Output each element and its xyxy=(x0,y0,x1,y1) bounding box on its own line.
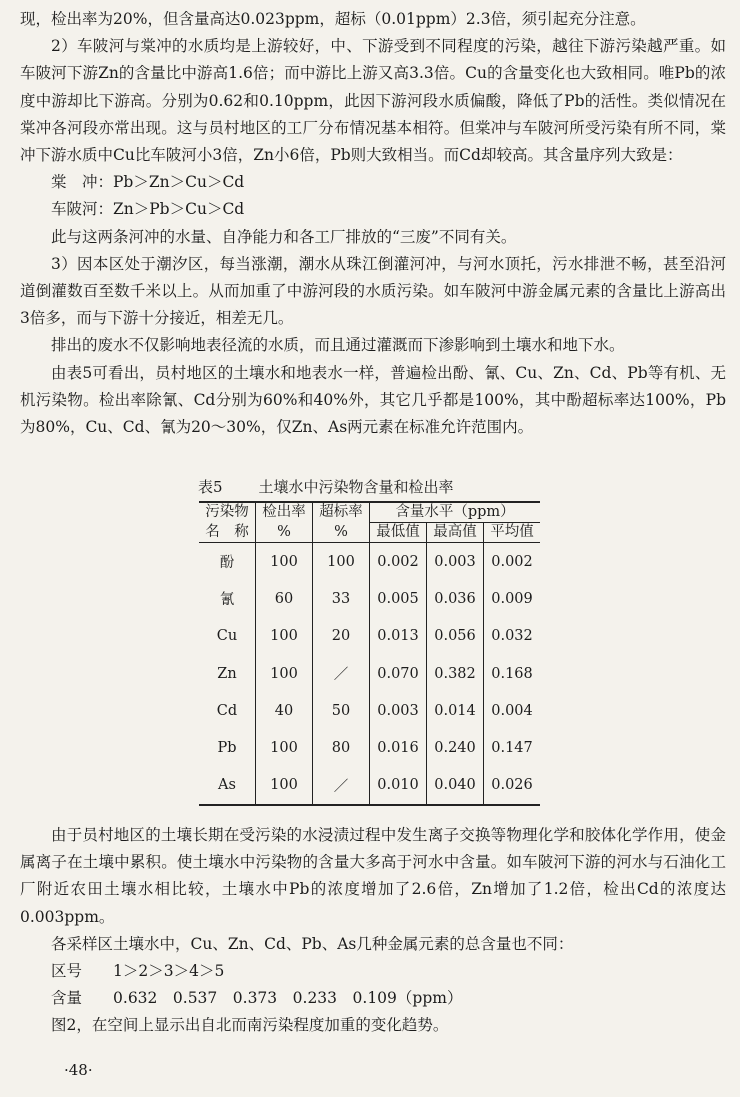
header-min: 最低值 xyxy=(370,523,427,543)
cell-max: 0.040 xyxy=(427,767,484,805)
header-detect-2: % xyxy=(256,523,313,543)
cell-avg: 0.009 xyxy=(484,580,541,617)
table-row xyxy=(199,655,540,692)
cell-exceed: 50 xyxy=(313,692,370,729)
cell-detect: 60 xyxy=(256,580,313,617)
cell-exceed: ／ xyxy=(313,767,370,805)
cell-min: 0.016 xyxy=(370,729,427,766)
paragraph-wastewater: 排出的废水不仅影响地表径流的水质，而且通过灌溉而下渗影响到土壤水和地下水。 xyxy=(51,336,625,355)
cell-max: 0.382 xyxy=(427,655,484,692)
header-max: 最高值 xyxy=(427,523,484,543)
cell-min: 0.005 xyxy=(370,580,427,617)
header-name-1: 污染物 xyxy=(199,502,256,523)
paragraph-table-intro: 由表5可看出，员村地区的土壤水和地表水一样，普遍检出酚、氰、Cu、Zn、Cd、Pb等有机、无机污染物。检出率除氰、Cd分别为60%和40%外，其它几乎都是100%，其中酚超标率达100%，Pb为80%，Cu、Cd、氰为20～30%，仅Zn、As两元素在标准允许范围内。 xyxy=(20,363,726,437)
cell-min: 0.010 xyxy=(370,767,427,805)
cell-min: 0.002 xyxy=(370,543,427,581)
paragraph-figure-2: 图2，在空间上显示出自北而南污染程度加重的变化趋势。 xyxy=(51,1016,449,1035)
cell-detect: 100 xyxy=(256,618,313,655)
cell-max: 0.036 xyxy=(427,580,484,617)
cell-exceed: ／ xyxy=(313,655,370,692)
paragraph-continuation: 现，检出率为20%，但含量高达0.023ppm，超标（0.01ppm）2.3倍，须引起充分注意。 xyxy=(20,10,646,28)
cell-avg: 0.147 xyxy=(484,729,541,766)
cell-avg: 0.002 xyxy=(484,543,541,581)
document-page xyxy=(20,6,726,441)
table-row xyxy=(199,767,540,805)
table-number: 表5 xyxy=(198,478,223,496)
header-avg: 平均值 xyxy=(484,523,541,543)
ranking-area-row xyxy=(20,958,726,985)
table-caption xyxy=(198,476,454,497)
table-row xyxy=(199,618,540,655)
page-number: ·48· xyxy=(64,1061,93,1079)
cell-max: 0.003 xyxy=(427,543,484,581)
paragraph-ion-exchange: 由于员村地区的土壤长期在受污染的水浸渍过程中发生离子交换等物理化学和胶体化学作用，使金属离子在土壤中累积。使土壤水中污染物的含量大多高于河水中含量。如车陂河下游的河水与石油化工厂附近农田土壤水相比较，土壤水中Pb的浓度增加了2.6倍，Zn增加了1.2倍，检出Cd的浓度达0.003ppm。 xyxy=(20,826,726,926)
table-row xyxy=(199,580,540,617)
cell-detect: 100 xyxy=(256,767,313,805)
cell-exceed: 33 xyxy=(313,580,370,617)
sequence-tangchong: 棠 冲：Pb＞Zn＞Cu＞Cd xyxy=(51,173,245,192)
cell-exceed: 80 xyxy=(313,729,370,766)
table-row xyxy=(199,729,540,766)
header-detect-1: 检出率 xyxy=(256,502,313,523)
header-exceed-2: % xyxy=(313,523,370,543)
cell-avg: 0.168 xyxy=(484,655,541,692)
table-row xyxy=(199,543,540,581)
ranking-content-values: 0.632 0.537 0.373 0.233 0.109（ppm） xyxy=(113,989,463,1008)
cell-name: Pb xyxy=(217,740,237,757)
cell-detect: 40 xyxy=(256,692,313,729)
paragraph-2: 2）车陂河与棠冲的水质均是上游较好，中、下游受到不同程度的污染，越往下游污染越严重。如车陂河下游Zn的含量比中游高1.6倍；而中游比上游又高3.3倍。Cu的含量变化也大致相同。唯Pb的浓度中游却比下游高。分别为0.62和0.10ppm，此因下游河段水质偏酸，降低了Pb的活性。类似情况在棠冲各河段亦常出现。这与员村地区的工厂分布情况基本相符。但棠冲与车陂河所受污染有所不同，棠冲下游水质中Cu比车陂河小3倍，Zn小6倍，Pb则大致相当。而Cd却较高。其含量序列大致是： xyxy=(20,37,726,165)
cell-name: 酚 xyxy=(219,555,235,572)
cell-exceed: 100 xyxy=(313,543,370,581)
table-row xyxy=(199,692,540,729)
cell-min: 0.070 xyxy=(370,655,427,692)
document-lower-block xyxy=(20,822,726,1040)
cell-name: 氰 xyxy=(219,592,235,609)
cell-exceed: 20 xyxy=(313,618,370,655)
table-title: 土壤水中污染物含量和检出率 xyxy=(258,478,454,496)
ranking-content-row xyxy=(20,985,726,1012)
cell-name: As xyxy=(199,767,256,805)
cell-max: 0.056 xyxy=(427,618,484,655)
cell-name: Zn xyxy=(217,665,237,682)
pollutant-table xyxy=(199,501,540,806)
cell-avg: 0.004 xyxy=(484,692,541,729)
paragraph-reason: 此与这两条河冲的水量、自净能力和各工厂排放的“三废”不同有关。 xyxy=(51,227,517,246)
cell-avg: 0.026 xyxy=(484,767,541,805)
ranking-area-label: 区号 xyxy=(51,962,83,981)
ranking-area-values: 1＞2＞3＞4＞5 xyxy=(113,962,225,981)
header-exceed-1: 超标率 xyxy=(313,502,370,523)
paragraph-total-content: 各采样区土壤水中，Cu、Zn、Cd、Pb、As几种金属元素的总含量也不同： xyxy=(51,934,574,953)
cell-detect: 100 xyxy=(256,729,313,766)
cell-detect: 100 xyxy=(256,543,313,581)
cell-max: 0.014 xyxy=(427,692,484,729)
header-name-2: 名 称 xyxy=(199,523,256,543)
ranking-content-label: 含量 xyxy=(51,989,83,1008)
cell-detect: 100 xyxy=(256,655,313,692)
cell-max: 0.240 xyxy=(427,729,484,766)
sequence-chebei: 车陂河：Zn＞Pb＞Cu＞Cd xyxy=(51,200,245,219)
cell-min: 0.003 xyxy=(370,692,427,729)
header-content: 含量水平（ppm） xyxy=(370,502,541,523)
paragraph-3: 3）因本区处于潮汐区，每当涨潮，潮水从珠江倒灌河冲，与河水顶托，污水排泄不畅，甚至沿河道倒灌数百至数千米以上。从而加重了中游河段的水质污染。如车陂河中游金属元素的含量比上游高出3倍多，而与下游十分接近，相差无几。 xyxy=(20,254,726,328)
cell-min: 0.013 xyxy=(370,618,427,655)
cell-name: Cu xyxy=(216,628,238,645)
cell-name: Cd xyxy=(216,702,238,719)
cell-avg: 0.032 xyxy=(484,618,541,655)
